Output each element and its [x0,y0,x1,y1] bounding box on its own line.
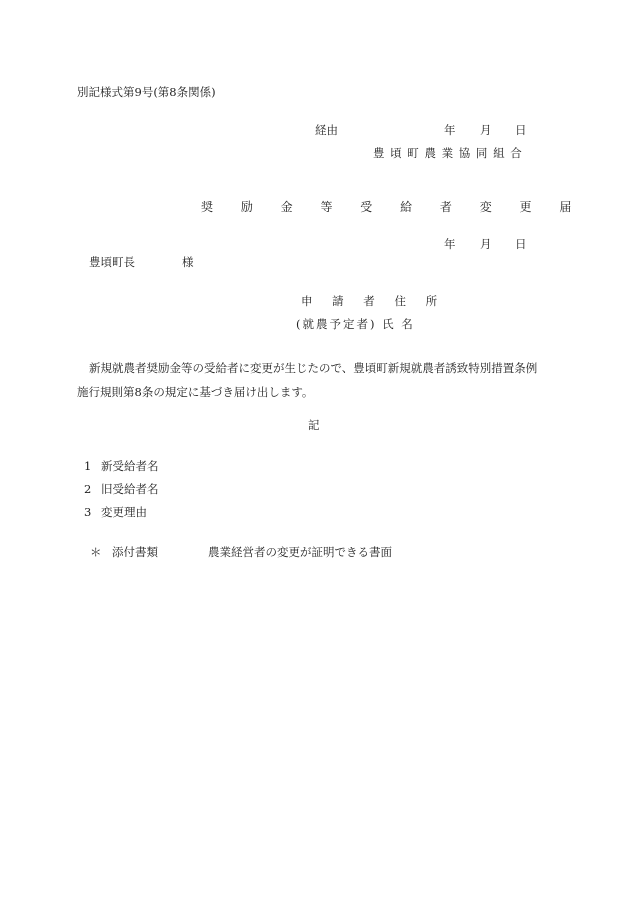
item-number: 3 [84,505,92,519]
item-label: 変更理由 [101,505,147,519]
item-number: 1 [84,459,92,473]
body-paragraph [77,356,547,404]
cooperative-name: 豊 頃 町 農 業 協 同 組 合 [373,146,523,160]
date-month: 月 [480,237,492,251]
routing-month: 月 [480,123,492,137]
via-label: 経由 [315,123,338,137]
attachment-label: 添付書類 [112,545,158,559]
addressee-honorific: 様 [182,255,194,269]
item-label: 新受給者名 [101,459,159,473]
routing-day: 日 [515,123,527,137]
attachment-value: 農業経営者の変更が証明できる書面 [208,545,392,559]
addressee-mayor: 豊頃町長 [89,255,135,269]
item-label: 旧受給者名 [101,482,159,496]
item-number: 2 [84,482,92,496]
body-line-1: 新規就農者奨励金等の受給者に変更が生じたので、豊頃町新規就農者誘致特別措置条例 [89,361,538,375]
applicant-name-label: (就農予定者) 氏 名 [296,317,415,331]
date-year: 年 [444,237,456,251]
asterisk-mark: ＊ [90,545,102,559]
form-number: 別記様式第9号(第8条関係) [77,85,216,99]
date-day: 日 [515,237,527,251]
body-line-2: 施行規則第8条の規定に基づき届け出します。 [77,385,314,399]
routing-year: 年 [444,123,456,137]
record-heading: 記 [308,418,320,432]
applicant-address-label: 申 請 者 住 所 [301,294,446,308]
document-title: 奨 励 金 等 受 給 者 変 更 届 [201,200,584,214]
